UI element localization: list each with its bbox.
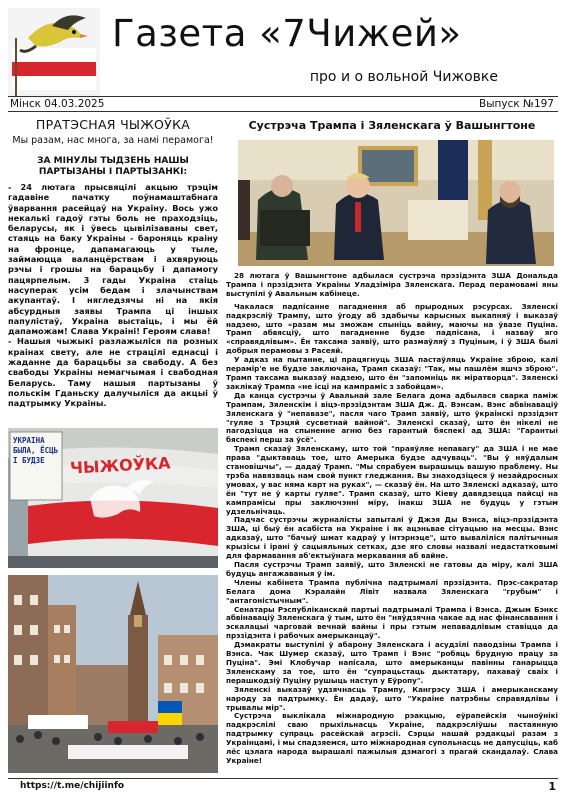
article-paragraph: Трамп сказаў Зяленскаму, што той "праяўляе непавагу" да ЗША і не мае права "дыктаваць тое, што Амерыка будзе адчуваць". "Вы ў няўдалым становішчы", — дадаў Трамп. "Мы спрабуем вырашыць вашую праблему. Ны трэба навязваць нам свой пункт гледжання. Вы знаходзіцеся ў незайдросных умовах, у вас няма карт на руках", — сказаў ён. На што Зяленскі адказаў, што ён "тут не ў карты гуляе". Трамп сказаў, што Кіеву давядзецца пайсці на кампрамісы пры заключэнні міру, інакш ЗША не будуць у гэтым удзельнічаць. <box>226 444 558 516</box>
article-paragraph: Члены кабінета Трампа публічна падтрымалі прэзідэнта. Прэс-сакратар Белага дома Кэралайн Лівіт назвала Зяленскага "грубым" і "антагоністычным". <box>226 577 558 605</box>
news-paragraph: - 24 лютага прысвяцілі акцыю трэцім гадавіне пачатку поўнамаштабнага ўварвання расейцаў на Украіну. Вось ужо некалькі гадоў гэты боль не праходзіць, беларусы, як і ўвесь цывілізаваны свет, стаяць на баку Украіны - бароняць краіну на фронце, дапамагаюць у тыле, займаюцца валанцёрствам і ахвяруюць рэчы і грошы на барацьбу і дапамогу пацярпелым. 3 гады Украіна стаіць насуперак усім бедам і злачынствам акупантаў. І нягледзячы ні на якія абсурдныя заявы Трампа ці іншых папулістаў, Украіна выстаіць, і мы ёй дапаможам! Слава Украіні! Героям слава! <box>8 182 218 337</box>
article-paragraph: Падчас сустрэчы журналісты запыталі ў Джэя Ды Вэнса, віцэ-прэзідэнта ЗША, ці быў ён асабіста на Украіне і як ацэньвае сітуацыю на месцы. Вэнс адказаў, што "бачыў шмат кадраў у інтэрнэце", што вываліліся палітычныя крызісы і ірані ў сацыяльных сетках, дзе яго словы назвалі недастатковымі для фармавання аб'ектыўнага меркавання аб вайне. <box>226 515 558 561</box>
telegram-link[interactable]: https://t.me/chijiinfo <box>20 781 125 791</box>
flag-text: ЧЫЖОЎКА <box>69 453 171 478</box>
article-title: Сустрэча Трампа і Зяленскага ў Вашынгтоне <box>248 119 536 132</box>
article-body <box>226 272 558 766</box>
gdansk-rally-photo <box>8 575 218 773</box>
footer <box>8 778 558 794</box>
right-column <box>226 117 558 766</box>
article-paragraph: 28 лютага ў Вашынгтоне адбылася сустрэча прэзідэнта ЗША Дональда Трампа і прэзідэнта Украіны Уладзіміра Зяленскага. Перад перамовамі яны выступілі ў Авальным кабінеце. <box>226 271 558 298</box>
section-subtitle: Мы разам, нас многа, за намі перамога! <box>12 135 214 146</box>
article-paragraph: Сенатары Рэспубліканскай партыі падтрымалі Трампа і Вэнса. Джым Бэнкс абвінаваціў Зяленскага ў тым, што ён "няўдзячна чакае ад нас фінансавання і эскалацыі чарговай вечнай вайны і пры гэтым непавадлівым ставіцца да прэзідэнта і рабочых амерыканцаў". <box>226 604 558 641</box>
issue-number: Выпуск №197 <box>479 98 554 110</box>
ukraine-sign-text: УКРАІНА БЫЛА, ЁСЦЬ І БУДЗЕ <box>13 436 59 465</box>
news-paragraph: - Нашыя чыжыкі разлажыліся па розных краінах свету, але не страцілі еднасці і жаданне да барацьбы за свабоду. А без свабоды Украіны немагчымая і свабодная Беларусь. Таму нашыя партызаны ў польскім Гданьску далучыліся да акцыі ў падтрымку Украіны. <box>8 336 218 409</box>
article-paragraph: Зяленскі выказаў удзячнасць Трампу, Кангрэсу ЗША і амерыканскаму народу за падтрымку. Ён дадаў, што "Украіне патрэбны справядлівы і трывалы мір". <box>226 684 558 712</box>
article-paragraph: Дэмакраты выступілі ў абарону Зяленскага і асудзілі паводзіны Трампа і Вэнса. Чак Шумер сказаў, што Трамп і Вэнс "робяць брудную працу за Пуціна". Эмі Клобучар напісала, што амерыканцы павінны ганарыцца Зяленскаму за тое, што ён "супрацьстаць дыктатару, пахаваў сваіх і перашкодзіў Пуціну рушыць наступ у Еўропу". <box>226 640 558 685</box>
article-paragraph: Сустрэча выклікала міжнародную рэакцыю, еўрапейскія чыноўнікі падкрэслілі сваю прыхільнасць Украіне, падкрэсліўшы пастаянную падтрымку супраць расейскай агрэсіі. Сэрцы нашай рэдакцыі разам з Украінцамі, і мы спадзяемся, што міжнародная супольнасць не дапусціць, каб лёс цэлага народа вырашалі пажылыя дзмагогі з прагай скандалаў. Слава Украіне! <box>226 711 558 765</box>
oval-office-photo <box>238 140 554 266</box>
left-column <box>8 117 218 409</box>
section-title: ПРАТЭСНАЯ ЧЫЖОЎКА <box>35 117 191 132</box>
page-number: 1 <box>548 780 556 793</box>
newspaper-subtitle: про и о вольной Чижовке <box>309 69 498 85</box>
article-paragraph: Чакалася падпісанне пагаднення аб прыродных рэсурсах. Зяленскі падкрэсліў Трампу, што ўгоду аб здабычы карысных выкапняў і выказаў надзею, што «разам мы зможам спыніць вайну, маючы на ўвазе Пуціна. Трамп абвясціў, што пагадненне будзе падпісана, і назваў яго «справядлівым». Ён таксама заявіў, што размаўляў з Пуціным, і ў ЗША былі добрыя перамовы з Расеяй. <box>226 301 558 356</box>
news-heading: ЗА МІНУЛЫ ТЫДЗЕНЬ НАШЫ ПАРТЫЗАНЫ І ПАРТЫЗАНКІ: <box>37 156 189 177</box>
news-body <box>8 182 218 409</box>
bird-on-flag-logo <box>8 8 100 98</box>
article-paragraph: Да канца сустрэчы ў Авальнай зале Белага дома адбылася сварка паміж Трампам, Зяленскім і віцэ-прэзідэнтам ЗША Дж. Д. Вэнсам. Вэнс абвінаваціў Зяленскага ў "непавазе", пасля чаго Трамп заявіў, што ўкраінскі прэзідэнт "гуляе з Трэцяй сусветнай вайной". Зяленскі сказаў, што ён нікелі не пагодзіцца на спыненне агню без гарантый бяспекі ад ЗША: "Гарантыі бяспекі перш за ўсё". <box>226 390 558 445</box>
masthead <box>8 8 558 98</box>
newspaper-title: Газета «7Чижей» <box>112 12 462 55</box>
article-paragraph: У адказ на пытанне, ці працягнуць ЗША пастаўляць Украіне зброю, калі перамір'е не будзе заключана, Трамп сказаў: "Так, мы пашлём яшчэ зброю". Трамп таксама выказаў надзею, што ён "запомніць як міратворца". Зяленскі заклікаў Трампа «не ісці на кампраміс з забойцам». <box>226 355 558 391</box>
issue-date: Мінск 04.03.2025 <box>10 98 105 110</box>
article-paragraph: Пасля сустрэчы Трамп заявіў, што Зяленскі не гатовы да міру, калі ЗША будуць ангажаваныя ў ім. <box>226 560 558 578</box>
protest-flag-photo <box>8 428 218 568</box>
dateline <box>8 96 558 112</box>
